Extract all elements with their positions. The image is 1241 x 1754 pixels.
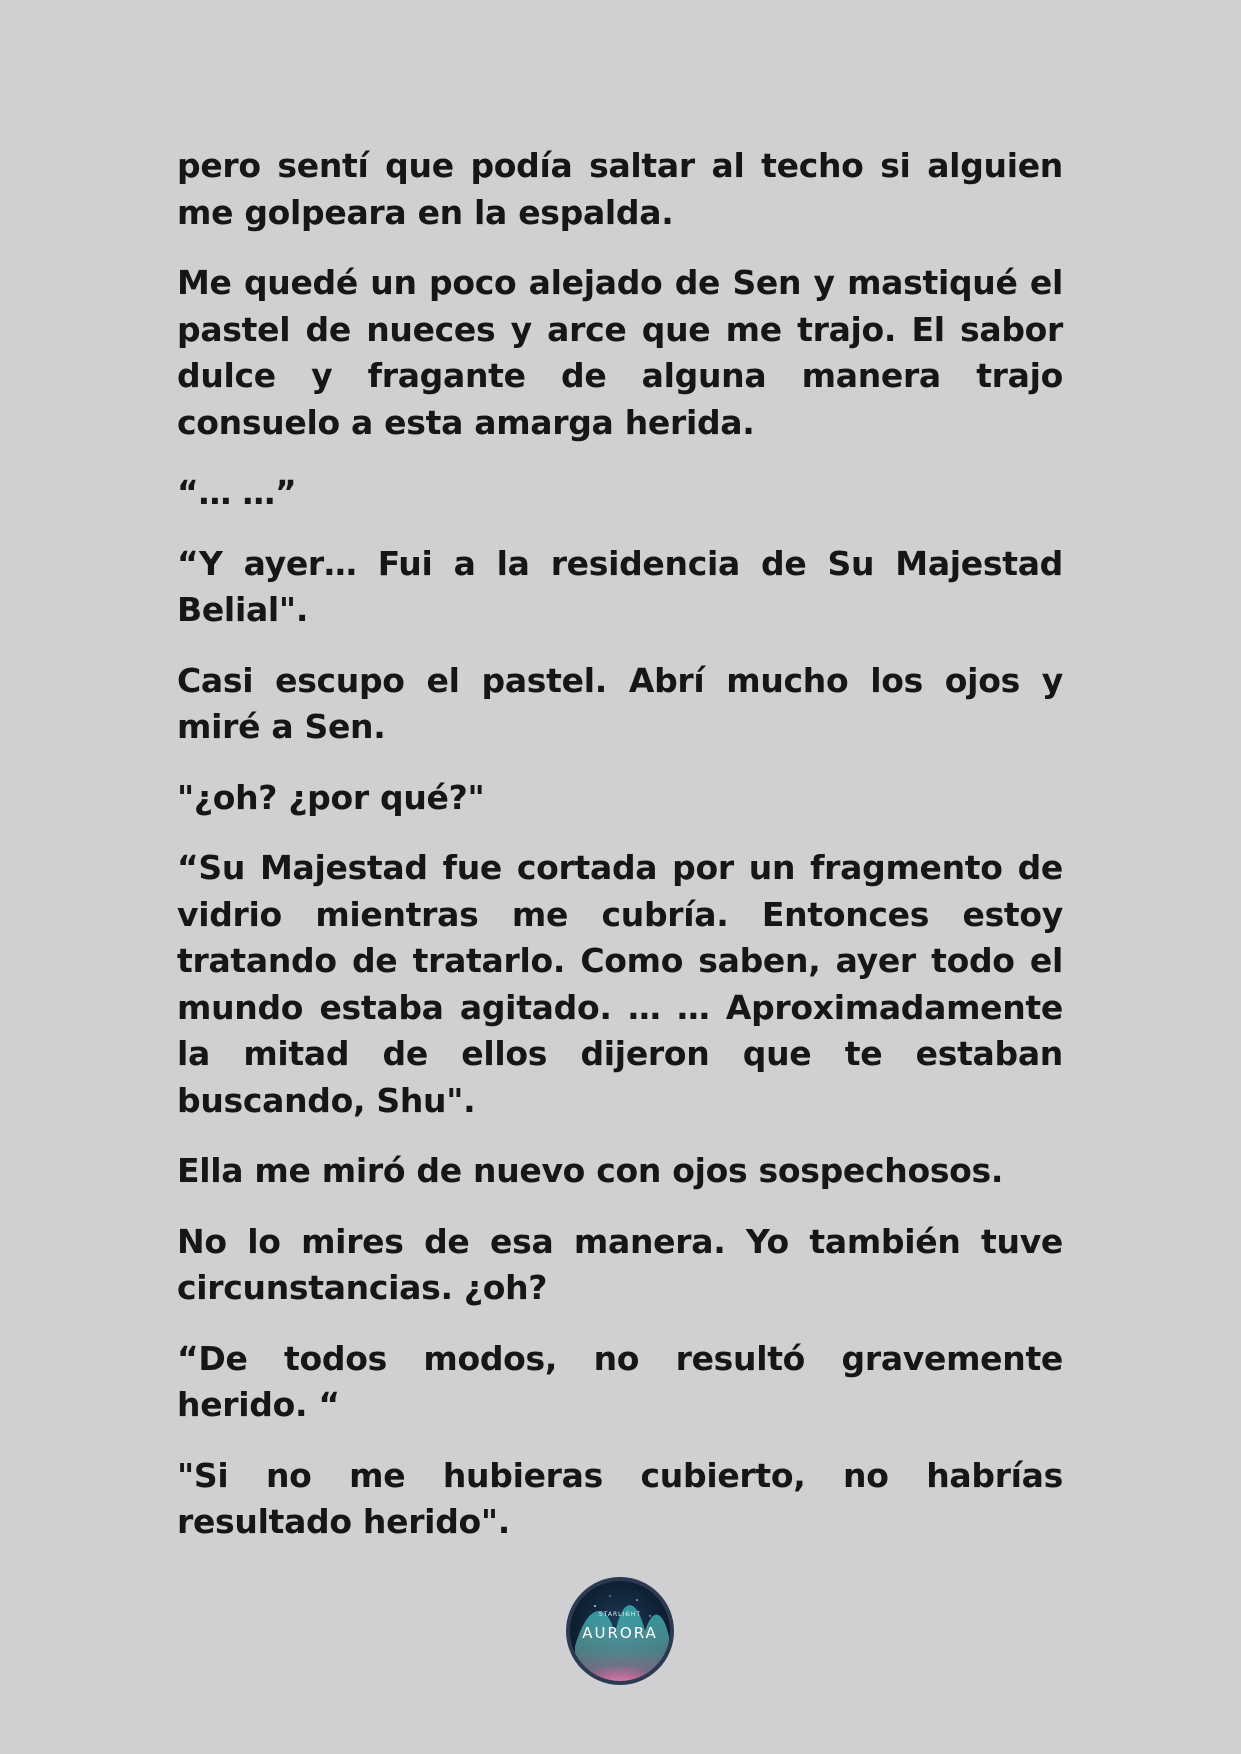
aurora-logo <box>565 1576 675 1686</box>
paragraph: “Y ayer… Fui a la residencia de Su Majestad Belial". <box>177 543 1063 629</box>
paragraph: “Su Majestad fue cortada por un fragmento de vidrio mientras me cubría. Entonces estoy tratando de tratarlo. Como saben, ayer todo el mundo estaba agitado. … … Aproximadamente la mitad de ellos dijeron que te estaban buscando, Shu". <box>177 848 1063 1120</box>
paragraph: No lo mires de esa manera. Yo también tuve circunstancias. ¿oh? <box>177 1221 1063 1307</box>
paragraph: "Si no me hubieras cubierto, no habrías resultado herido". <box>177 1455 1063 1541</box>
paragraph: “De todos modos, no resultó gravemente herido. “ <box>177 1338 1063 1424</box>
logo-main-text: AURORA <box>582 1624 658 1642</box>
story-text <box>177 143 1063 1570</box>
paragraph: pero sentí que podía saltar al techo si alguien me golpeara en la espalda. <box>177 146 1063 232</box>
paragraph: “… …” <box>177 473 297 512</box>
paragraph: "¿oh? ¿por qué?" <box>177 777 485 817</box>
logo-top-text: STARLIGHT <box>598 1611 642 1618</box>
paragraph: Me quedé un poco alejado de Sen y mastiqué el pastel de nueces y arce que me trajo. El sabor dulce y fragante de alguna manera trajo consuelo a esta amarga herida. <box>177 263 1063 442</box>
aurora-logo-icon <box>565 1576 675 1686</box>
paragraph: Casi escupo el pastel. Abrí mucho los ojos y miré a Sen. <box>177 660 1063 746</box>
paragraph: Ella me miró de nuevo con ojos sospechosos. <box>177 1151 1004 1190</box>
